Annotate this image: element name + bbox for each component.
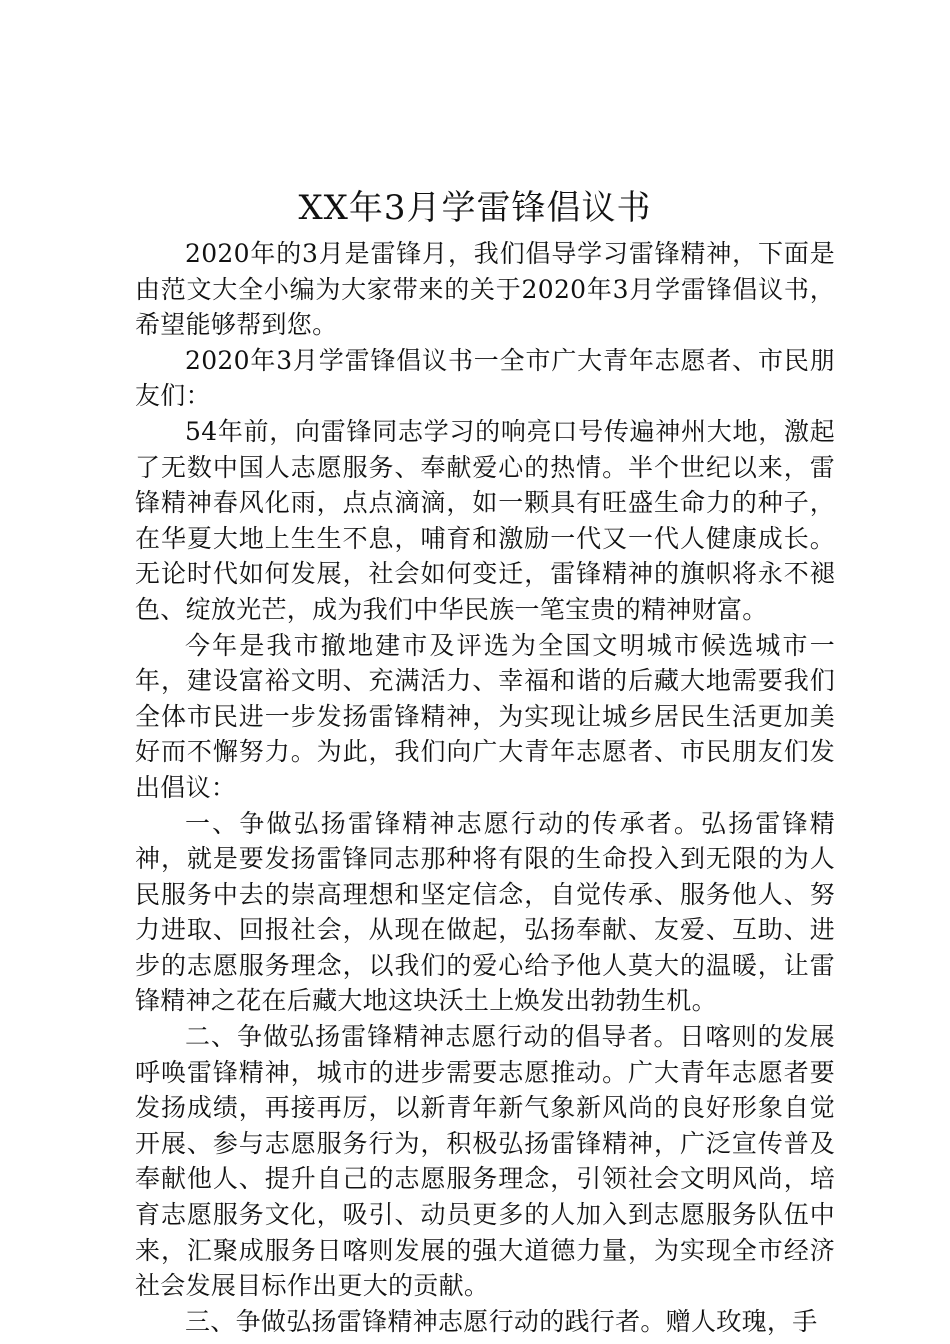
paragraph-intro: 2020年的3月是雷锋月，我们倡导学习雷锋精神，下面是由范文大全小编为大家带来的关于2020年3月学雷锋倡议书，希望能够帮到您。: [135, 239, 835, 340]
paragraph-salutation: 2020年3月学雷锋倡议书一全市广大青年志愿者、市民朋友们：: [135, 345, 835, 411]
paragraph-point-two: 二、争做弘扬雷锋精神志愿行动的倡导者。日喀则的发展呼唤雷锋精神，城市的进步需要志愿推动。广大青年志愿者要发扬成绩，再接再厉，以新青年新气象新风尚的良好形象自觉开展、参与志愿服务行为，积极弘扬雷锋精神，广泛宣传普及奉献他人、提升自己的志愿服务理念，引领社会文明风尚，培育志愿服务文化，吸引、动员更多的人加入到志愿服务队伍中来，汇聚成服务日喀则发展的强大道德力量，为实现全市经济社会发展目标作出更大的贡献。: [135, 1022, 835, 1301]
paragraph-this-year: 今年是我市撤地建市及评选为全国文明城市候选城市一年，建设富裕文明、充满活力、幸福和谐的后藏大地需要我们全体市民进一步发扬雷锋精神，为实现让城乡居民生活更加美好而不懈努力。为此，我们向广大青年志愿者、市民朋友们发出倡议：: [135, 630, 835, 802]
paragraph-history: 54年前，向雷锋同志学习的响亮口号传遍神州大地，激起了无数中国人志愿服务、奉献爱心的热情。半个世纪以来，雷锋精神春风化雨，点点滴滴，如一颗具有旺盛生命力的种子，在华夏大地上生生不息，哺育和激励一代又一代人健康成长。无论时代如何发展，社会如何变迁，雷锋精神的旗帜将永不褪色、绽放光芒，成为我们中华民族一笔宝贵的精神财富。: [135, 416, 835, 624]
document-title: XX年3月学雷锋倡议书: [298, 188, 652, 228]
paragraph-point-one: 一、争做弘扬雷锋精神志愿行动的传承者。弘扬雷锋精神，就是要发扬雷锋同志那种将有限的生命投入到无限的为人民服务中去的崇高理想和坚定信念，自觉传承、服务他人、努力进取、回报社会，从现在做起，弘扬奉献、友爱、互助、进步的志愿服务理念，以我们的爱心给予他人莫大的温暖，让雷锋精神之花在后藏大地这块沃土上焕发出勃勃生机。: [135, 808, 835, 1016]
document-body: [135, 236, 835, 1339]
paragraph-point-three: 三、争做弘扬雷锋精神志愿行动的践行者。赠人玫瑰，手: [185, 1306, 818, 1336]
